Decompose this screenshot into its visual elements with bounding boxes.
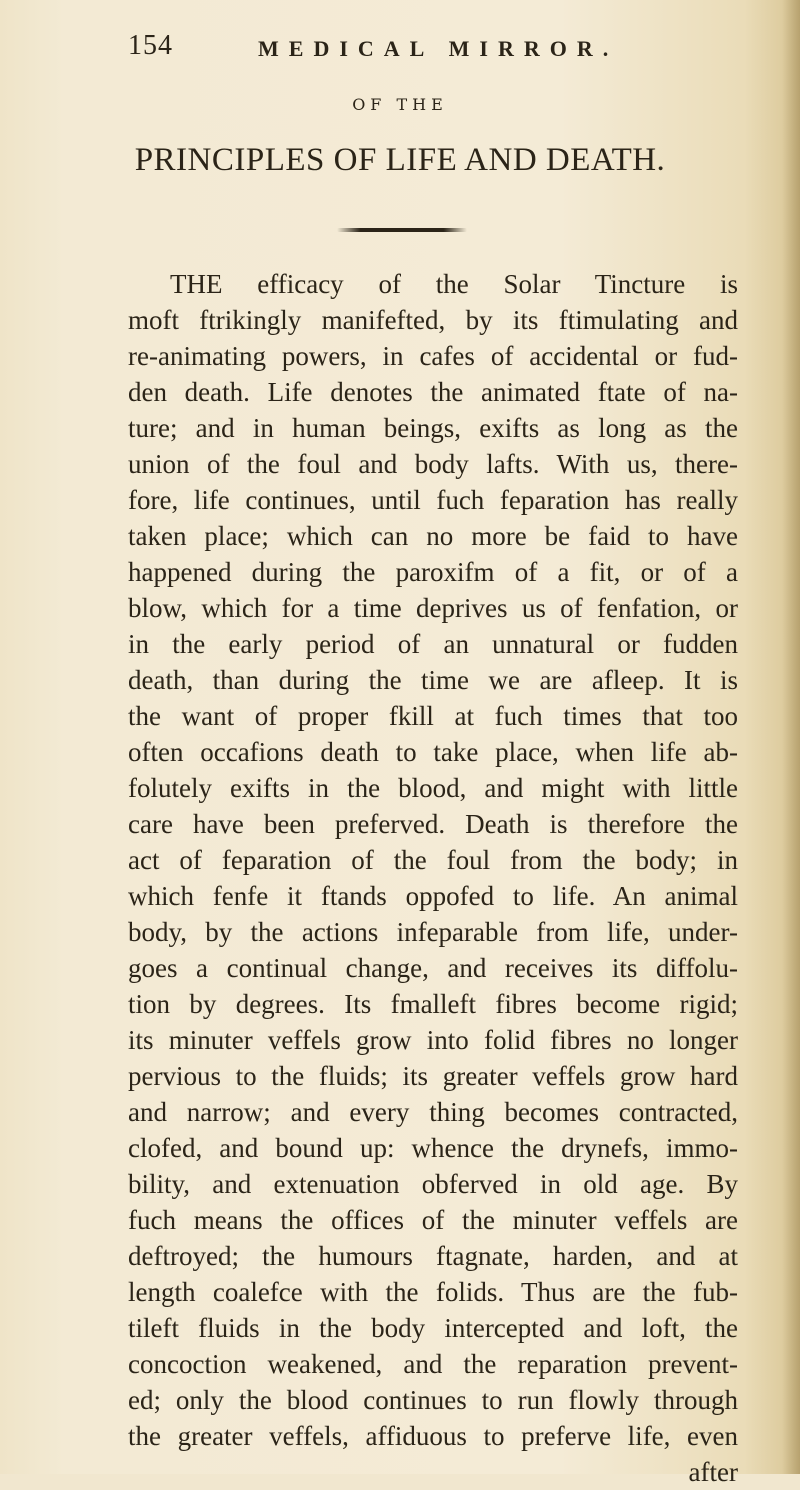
- text-line: often occafions death to take place, when life ab-: [128, 737, 738, 767]
- text-line: and narrow; and every thing becomes contracted,: [128, 1097, 738, 1127]
- catchword: after: [688, 1457, 738, 1487]
- text-line: fore, life continues, until fuch feparation has really: [128, 485, 738, 515]
- text-line: union of the foul and body lafts. With us, there-: [128, 449, 738, 479]
- text-line: which fenfe it ftands oppofed to life. An animal: [128, 881, 738, 911]
- text-line: happened during the paroxifm of a fit, or of a: [128, 557, 738, 587]
- text-line: length coalefce with the folids. Thus are the fub-: [128, 1277, 738, 1307]
- text-line: folutely exifts in the blood, and might with little: [128, 773, 738, 803]
- text-line: the want of proper fkill at fuch times that too: [128, 701, 738, 731]
- text-line: bility, and extenuation obferved in old age. By: [128, 1169, 738, 1199]
- text-line: taken place; which can no more be faid to have: [128, 521, 738, 551]
- text-line: clofed, and bound up: whence the drynefs, immo-: [128, 1133, 738, 1163]
- text-line: its minuter veffels grow into folid fibres no longer: [128, 1025, 738, 1055]
- text-line: fuch means the offices of the minuter veffels are: [128, 1205, 738, 1235]
- text-line: ed; only the blood continues to run flowly through: [128, 1385, 738, 1415]
- chapter-title: PRINCIPLES OF LIFE AND DEATH.: [134, 142, 666, 178]
- text-line: deftroyed; the humours ftagnate, harden, and at: [128, 1241, 738, 1271]
- page-number: 154: [128, 30, 173, 61]
- text-line: tileft fluids in the body intercepted and loft, the: [128, 1313, 738, 1343]
- text-line: tion by degrees. Its fmalleft fibres become rigid;: [128, 989, 738, 1019]
- text-line: ture; and in human beings, exifts as long as the: [128, 413, 738, 443]
- text-line: care have been preferved. Death is therefore the: [128, 809, 738, 839]
- text-line: moft ftrikingly manifefted, by its ftimulating and: [128, 305, 738, 335]
- text-line: concoction weakened, and the reparation prevent-: [128, 1349, 738, 1379]
- text-line: the greater veffels, affiduous to preferve life, even: [128, 1421, 738, 1451]
- running-title: MEDICAL MIRROR.: [258, 36, 619, 61]
- text-line: re-animating powers, in cafes of accidental or fud-: [128, 341, 738, 371]
- text-line: blow, which for a time deprives us of fenfation, or: [128, 593, 738, 623]
- text-line: goes a continual change, and receives its diffolu-: [128, 953, 738, 983]
- text-line: pervious to the fluids; its greater veffels grow hard: [128, 1061, 738, 1091]
- running-head: [128, 30, 728, 66]
- text-line: in the early period of an unnatural or fudden: [128, 629, 738, 659]
- page-edge-shadow: [782, 0, 800, 1474]
- text-line: den death. Life denotes the animated ftate of na-: [128, 377, 738, 407]
- text-line: act of feparation of the foul from the body; in: [128, 845, 738, 875]
- text-line: THE efficacy of the Solar Tincture is: [170, 269, 738, 299]
- text-line: death, than during the time we are afleep. It is: [128, 665, 738, 695]
- chapter-subheading: OF THE: [352, 95, 448, 114]
- text-line: body, by the actions infeparable from life, under-: [128, 917, 738, 947]
- heading-rule: [337, 228, 467, 232]
